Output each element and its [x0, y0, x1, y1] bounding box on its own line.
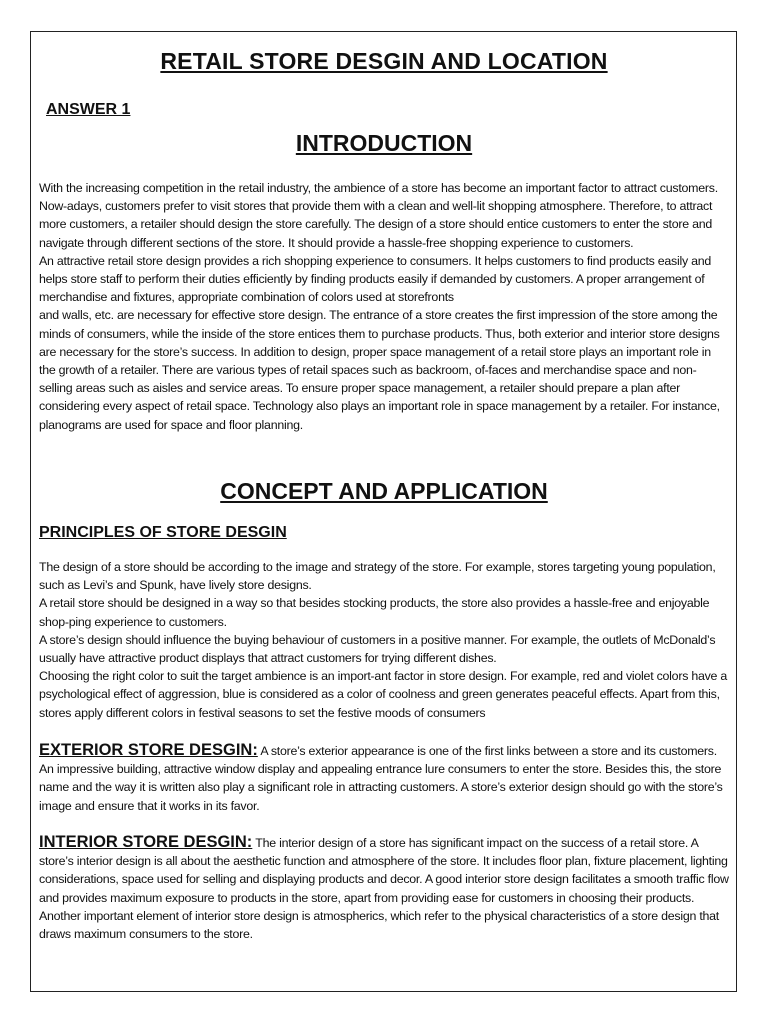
document-title: RETAIL STORE DESGIN AND LOCATION [160, 48, 608, 74]
interior-section [39, 833, 729, 943]
exterior-paragraph [39, 741, 729, 815]
principles-paragraph: The design of a store should be according to the image and strategy of the store. For example, stores targeting young population, such as Levi’s and Spunk, have lively store designs. [39, 560, 716, 593]
exterior-heading: EXTERIOR STORE DESGIN: [39, 741, 258, 759]
exterior-text: A store’s exterior appearance is one of the first links between a store and its customers. An impressive building, attractive window display and appealing entrance lure consumers to enter the store. Besides this, the store name and the way it is written also play a significant role in attracting customers. A store’s exterior design should go with the store’s image and ensure that it works in its favor. [39, 744, 723, 813]
interior-text: The interior design of a store has significant impact on the success of a retail store. A store’s interior design is all about the aesthetic function and atmosphere of the store. It includes floor plan, fixture placement, lighting considerations, space used for selling and displaying products and decor. A good interior store design facilitates a smooth traffic flow and provides maximum exposure to products in the store, apart from providing ease for customers in choosing their products. Another important element of interior store design is atmospherics, which refer to the physical characteristics of a store design that draws maximum consumers to the store. [39, 836, 729, 942]
concept-heading: CONCEPT AND APPLICATION [220, 478, 548, 504]
introduction-paragraph: With the increasing competition in the retail industry, the ambience of a store has become an important factor to attract customers. Now-adays, customers prefer to visit stores that provide them with a clean and well-lit shopping atmosphere. Therefore, to attract more customers, a retailer should design the store carefully. The design of a store should entice customers to enter the store and navigate through different sections of the store. It should provide a hassle-free shopping experience to customers. [39, 181, 718, 250]
principles-paragraph: A store’s design should influence the buying behaviour of customers in a positive manner. For example, the outlets of McDonald’s usually have attractive product displays that attract customers for trying different dishes. [39, 632, 716, 666]
interior-paragraph [39, 833, 729, 943]
principles-heading: PRINCIPLES OF STORE DESGIN [39, 524, 287, 541]
introduction-heading: INTRODUCTION [295, 130, 473, 156]
principles-body [39, 558, 729, 722]
answer-label: ANSWER 1 [46, 101, 131, 118]
exterior-section [39, 741, 729, 815]
introduction-paragraph: An attractive retail store design provides a rich shopping experience to consumers. It helps customers to find products easily and helps store staff to perform their duties efficiently by finding products easily if demanded by customers. A proper arrangement of merchandise and fixtures, appropriate combination of colors used at storefronts [39, 253, 712, 305]
principles-paragraph: A retail store should be designed in a way so that besides stocking products, the store also provides a hassle-free and enjoyable shop-ping experience to customers. [39, 596, 710, 629]
interior-heading: INTERIOR STORE DESGIN: [39, 833, 253, 851]
principles-paragraph: Choosing the right color to suit the target ambience is an import-ant factor in store design. For example, red and violet colors have a psychological effect of aggression, blue is considered as a color of coolness and green generates peaceful effects. Apart from this, stores apply different colors in festival seasons to set the festive moods of consumers [39, 669, 728, 720]
introduction-body [39, 179, 729, 434]
introduction-paragraph: and walls, etc. are necessary for effective store design. The entrance of a store creates the first impression of the store among the minds of consumers, while the inside of the store entices them to purchase products. Thus, both exterior and interior store designs are necessary for the store’s success. In addition to design, proper space management of a retail store plays an important role in the growth of a retailer. There are various types of retail spaces such as backroom, of-faces and merchandise space and non-selling areas such as aisles and service areas. To ensure proper space management, a retailer should prepare a plan after considering every aspect of retail space. Technology also plays an important role in space management by a retailer. For instance, planograms are used for space and floor planning. [39, 308, 720, 432]
